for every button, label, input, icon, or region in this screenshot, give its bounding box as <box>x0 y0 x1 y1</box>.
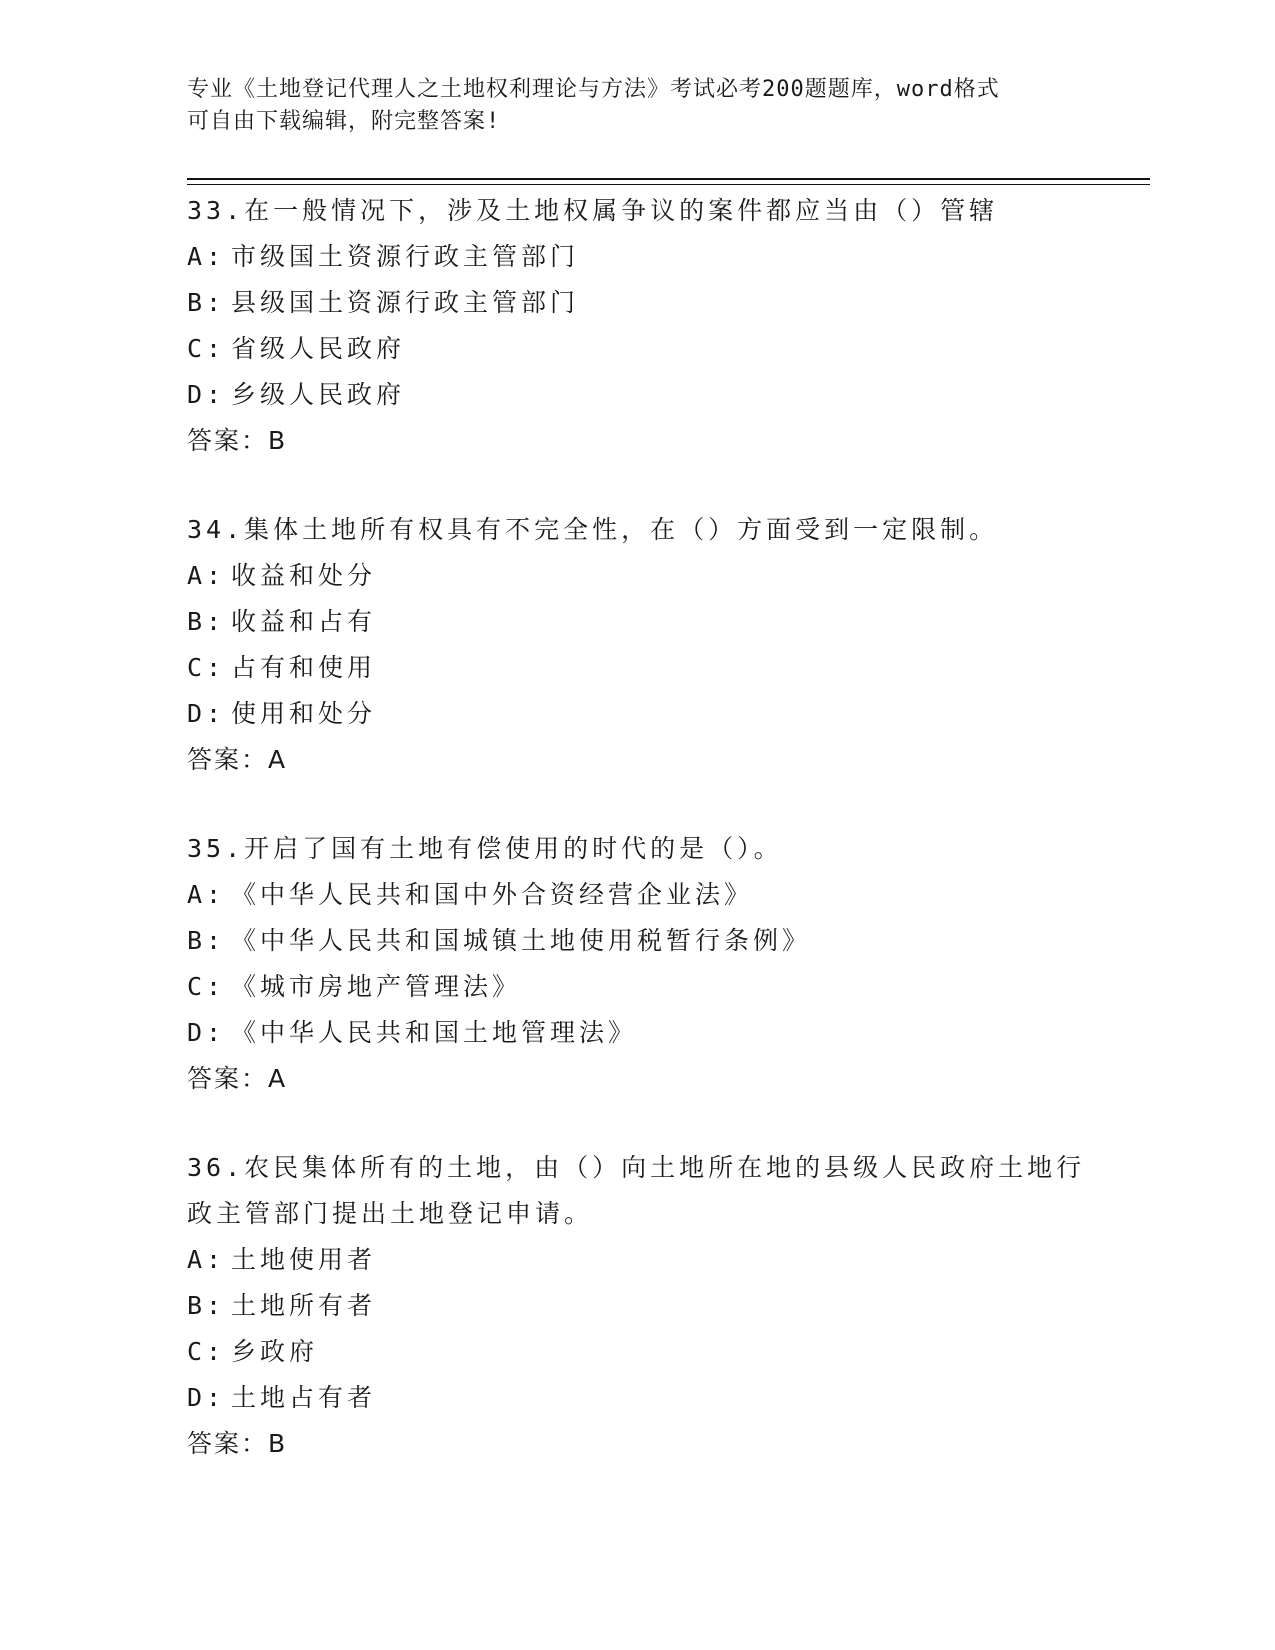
option-letter: B: <box>187 926 226 955</box>
option-letter: C: <box>187 972 226 1001</box>
question-34 <box>187 507 1107 783</box>
option-letter: A: <box>187 561 226 590</box>
header-line-1: 专业《土地登记代理人之土地权利理论与方法》考试必考200题题库，word格式 <box>187 77 1000 102</box>
option-letter: C: <box>187 1337 226 1366</box>
option-a <box>187 872 1107 918</box>
option-letter: A: <box>187 880 226 909</box>
option-text: 市级国土资源行政主管部门 <box>231 242 580 271</box>
option-letter: C: <box>187 653 226 682</box>
option-letter: B: <box>187 1291 226 1320</box>
answer-line: 答案：B <box>187 1429 288 1458</box>
option-text: 土地占有者 <box>231 1383 377 1412</box>
option-text: 乡政府 <box>231 1337 319 1366</box>
option-text: 乡级人民政府 <box>231 380 406 409</box>
option-letter: C: <box>187 334 226 363</box>
option-d <box>187 372 1107 418</box>
option-text: 《中华人民共和国中外合资经营企业法》 <box>231 880 754 909</box>
option-text: 省级人民政府 <box>231 334 406 363</box>
document-header <box>187 74 1087 138</box>
option-c <box>187 645 1107 691</box>
option-letter: A: <box>187 242 226 271</box>
answer-line: 答案：B <box>187 426 288 455</box>
option-text: 收益和处分 <box>231 561 377 590</box>
option-letter: B: <box>187 607 226 636</box>
question-35 <box>187 826 1107 1102</box>
header-divider-thin <box>187 184 1150 185</box>
option-b <box>187 918 1107 964</box>
question-stem: 34.集体土地所有权具有不完全性，在（）方面受到一定限制。 <box>187 515 999 544</box>
option-text: 《中华人民共和国土地管理法》 <box>231 1018 638 1047</box>
option-letter: D: <box>187 380 226 409</box>
option-text: 土地使用者 <box>231 1245 377 1274</box>
option-text: 县级国土资源行政主管部门 <box>231 288 580 317</box>
option-d <box>187 1010 1107 1056</box>
option-letter: D: <box>187 699 226 728</box>
option-text: 土地所有者 <box>231 1291 377 1320</box>
option-d <box>187 1375 1107 1421</box>
option-b <box>187 1283 1107 1329</box>
option-c <box>187 964 1107 1010</box>
option-text: 《城市房地产管理法》 <box>231 972 522 1001</box>
question-stem: 33.在一般情况下，涉及土地权属争议的案件都应当由（）管辖 <box>187 196 999 225</box>
question-33 <box>187 188 1107 464</box>
answer-line: 答案：A <box>187 745 288 774</box>
option-c <box>187 326 1107 372</box>
option-text: 《中华人民共和国城镇土地使用税暂行条例》 <box>231 926 812 955</box>
option-text: 占有和使用 <box>231 653 377 682</box>
option-a <box>187 1237 1107 1283</box>
option-letter: A: <box>187 1245 226 1274</box>
question-36 <box>187 1145 1107 1467</box>
question-stem: 35.开启了国有土地有偿使用的时代的是（）。 <box>187 834 783 863</box>
answer-line: 答案：A <box>187 1064 288 1093</box>
option-b <box>187 280 1107 326</box>
option-letter: D: <box>187 1383 226 1412</box>
option-a <box>187 553 1107 599</box>
option-letter: D: <box>187 1018 226 1047</box>
question-stem: 36.农民集体所有的土地，由（）向土地所在地的县级人民政府土地行政主管部门提出土地登记申请。 <box>187 1153 1086 1228</box>
option-text: 收益和占有 <box>231 607 377 636</box>
header-divider-thick <box>187 178 1150 180</box>
option-letter: B: <box>187 288 226 317</box>
option-text: 使用和处分 <box>231 699 377 728</box>
header-line-2: 可自由下载编辑，附完整答案! <box>187 109 501 134</box>
option-c <box>187 1329 1107 1375</box>
option-b <box>187 599 1107 645</box>
option-d <box>187 691 1107 737</box>
option-a <box>187 234 1107 280</box>
